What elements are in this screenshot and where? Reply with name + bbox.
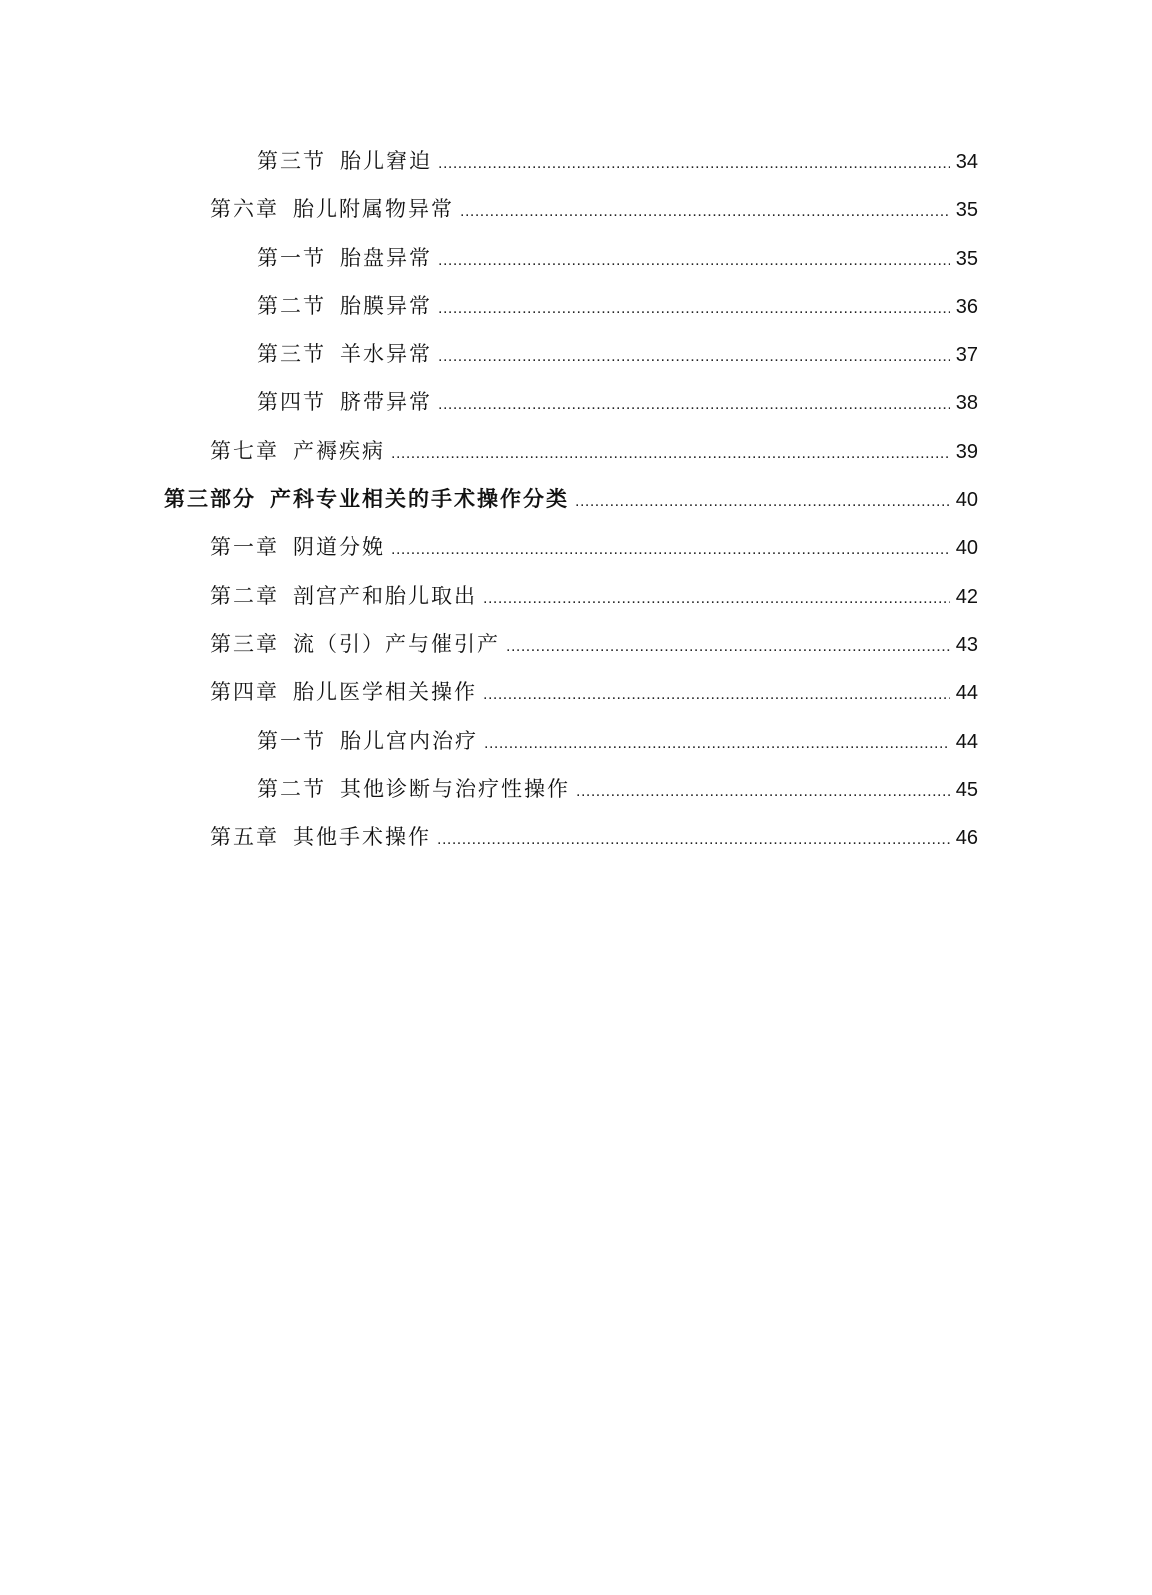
toc-entry-number: 第四节 (257, 390, 326, 415)
toc-entry-number: 第三节 (257, 342, 326, 367)
toc-entry-title: 胎儿附属物异常 (293, 197, 454, 222)
dot-leader (575, 493, 950, 511)
toc-entry-title: 剖宫产和胎儿取出 (293, 583, 477, 608)
toc-entry-title: 胎儿医学相关操作 (293, 680, 477, 705)
toc-entry[interactable] (0, 193, 1152, 241)
dot-leader (438, 396, 950, 414)
toc-entry-page: 46 (955, 827, 978, 850)
dot-leader (484, 735, 950, 753)
toc-entry[interactable] (0, 821, 1152, 869)
toc-entry-page: 44 (955, 682, 978, 705)
toc-entry-page: 37 (955, 344, 978, 367)
toc-entry-number: 第五章 (210, 825, 279, 850)
dot-leader (437, 831, 950, 849)
toc-entry[interactable] (0, 435, 1152, 483)
dot-leader (438, 300, 950, 318)
toc-entry[interactable] (0, 338, 1152, 386)
toc-entry-number: 第一节 (257, 245, 326, 270)
toc-entry-title: 羊水异常 (340, 342, 432, 367)
toc-entry-title: 产科专业相关的手术操作分类 (270, 487, 569, 512)
toc-entry[interactable] (0, 242, 1152, 290)
toc-entry-number: 第七章 (210, 438, 279, 463)
toc-entry-number: 第三节 (257, 149, 326, 173)
toc-entry-number: 第一章 (210, 535, 279, 560)
toc-entry-number: 第三部分 (164, 487, 256, 512)
toc-entry[interactable] (0, 531, 1152, 579)
toc-entry-page: 39 (955, 440, 978, 463)
toc-entry-page: 35 (955, 247, 978, 270)
toc-entry-number: 第六章 (210, 197, 279, 222)
toc-entry-number: 第一节 (257, 728, 326, 753)
dot-leader (460, 203, 950, 221)
toc-entry-number: 第二节 (257, 776, 326, 801)
toc-entry-page: 35 (955, 199, 978, 222)
dot-leader (438, 155, 950, 173)
dot-leader (576, 783, 950, 801)
toc-entry-title: 其他手术操作 (293, 825, 431, 850)
toc-entry[interactable] (0, 676, 1152, 724)
dot-leader (391, 445, 950, 463)
toc-entry-part[interactable] (0, 483, 1152, 531)
toc-entry-page: 38 (955, 392, 978, 415)
toc-entry-number: 第二章 (210, 583, 279, 608)
dot-leader (506, 638, 950, 656)
toc-entry-number: 第四章 (210, 680, 279, 705)
toc-entry-title: 胎儿宫内治疗 (340, 728, 478, 753)
toc-entry-page: 45 (955, 778, 978, 801)
toc-entry-page: 40 (955, 537, 978, 560)
toc-entry-title: 产褥疾病 (293, 438, 385, 463)
toc-entry-title: 胎膜异常 (340, 293, 432, 318)
toc-entry-title: 脐带异常 (340, 390, 432, 415)
dot-leader (483, 686, 950, 704)
dot-leader (391, 541, 950, 559)
toc-entry-title: 流（引）产与催引产 (293, 631, 500, 656)
dot-leader (438, 252, 950, 270)
dot-leader (483, 590, 950, 608)
toc-entry-page: 34 (955, 151, 978, 173)
toc-entry-page: 40 (955, 489, 978, 512)
toc-entry[interactable] (0, 386, 1152, 434)
toc-entry-page: 42 (955, 585, 978, 608)
toc-entry-page: 44 (955, 730, 978, 753)
toc-entry[interactable] (0, 773, 1152, 821)
toc-entry-number: 第三章 (210, 631, 279, 656)
toc-entry[interactable] (0, 725, 1152, 773)
toc-entry[interactable] (0, 580, 1152, 628)
toc-entry-number: 第二节 (257, 293, 326, 318)
toc-entry-page: 43 (955, 633, 978, 656)
toc-entry-title: 胎盘异常 (340, 245, 432, 270)
toc-entry-page: 36 (955, 295, 978, 318)
toc-entry-title: 其他诊断与治疗性操作 (340, 776, 570, 801)
table-of-contents (0, 145, 1152, 869)
toc-entry-title: 阴道分娩 (293, 535, 385, 560)
toc-entry[interactable] (0, 290, 1152, 338)
dot-leader (438, 348, 950, 366)
toc-entry[interactable] (0, 628, 1152, 676)
toc-entry-title: 胎儿窘迫 (340, 149, 432, 173)
toc-entry[interactable] (0, 145, 1152, 193)
